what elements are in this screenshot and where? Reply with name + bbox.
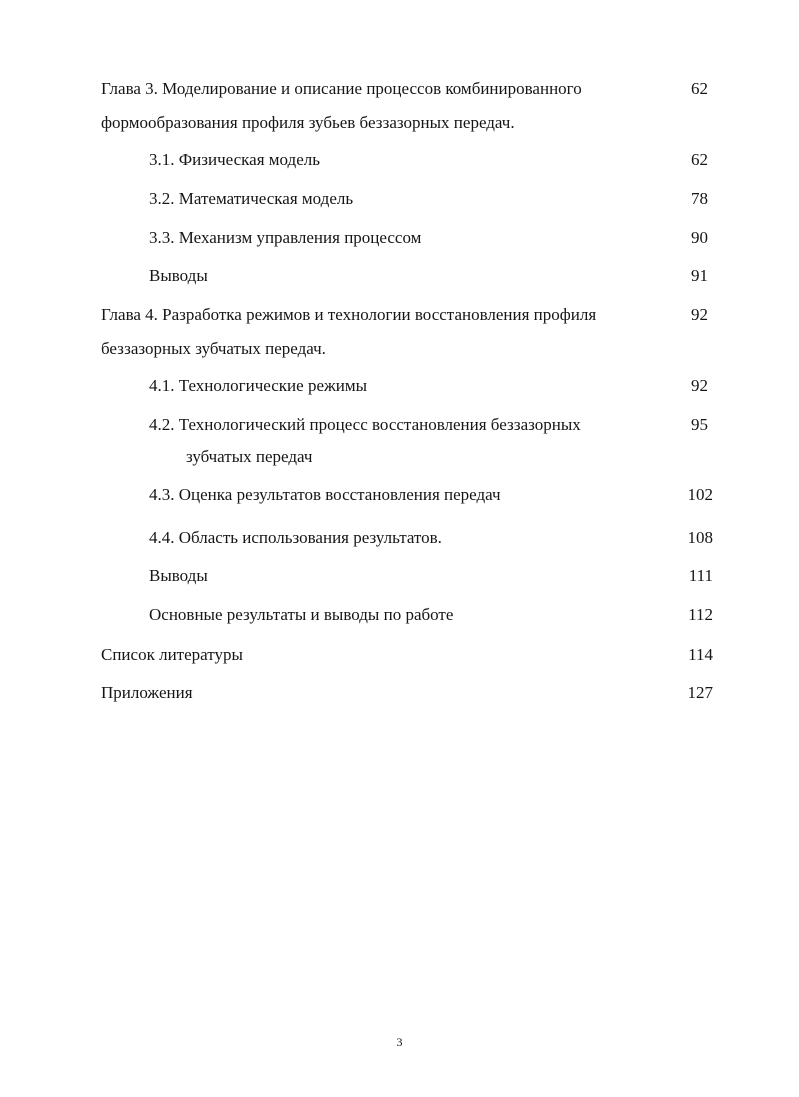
toc-item-3-conclusions: Выводы [149,266,208,285]
chapter-4-title-line-2: беззазорных зубчатых передач. [101,339,326,358]
toc-item-4-4: 4.4. Область использования результатов. [149,528,442,547]
toc-item-3-2: 3.2. Математическая модель [149,189,354,208]
toc-appendix-page: 127 [687,683,713,702]
toc-item-3-1: 3.1. Физическая модель [149,150,320,169]
toc-item-3-2-page: 78 [691,189,708,208]
toc-item-4-conclusions: Выводы [149,566,208,585]
toc-item-4-4-page: 108 [687,528,713,547]
toc-item-4-3-page: 102 [687,485,713,504]
toc-item-4-conclusions-page: 111 [688,566,713,585]
chapter-3-page: 62 [691,79,708,98]
toc-item-4-2: 4.2. Технологический процесс восстановления беззазорных [149,415,581,434]
toc-references: Список литературы [101,645,243,664]
chapter-3-title-line-2: формообразования профиля зубьев беззазорных передач. [101,113,515,132]
toc-item-4-2-page: 95 [691,415,708,434]
toc-item-main-results-page: 112 [688,605,713,624]
toc-item-3-3: 3.3. Механизм управления процессом [149,228,422,247]
chapter-3-title-line-1: Глава 3. Моделирование и описание процессов комбинированного [101,79,582,98]
page-number: 3 [396,1035,403,1049]
chapter-4-page: 92 [691,305,708,324]
toc-item-4-2-continued: зубчатых передач [186,447,313,466]
toc-item-3-1-page: 62 [691,150,708,169]
toc-references-page: 114 [688,645,713,664]
chapter-4-title-line-1: Глава 4. Разработка режимов и технологии восстановления профиля [101,305,597,324]
toc-item-4-3: 4.3. Оценка результатов восстановления передач [149,485,501,504]
toc-item-3-3-page: 90 [691,228,708,247]
toc-item-4-1: 4.1. Технологические режимы [149,376,368,395]
toc-item-3-conclusions-page: 91 [691,266,708,285]
toc-appendix: Приложения [101,683,193,702]
toc-item-4-1-page: 92 [691,376,708,395]
toc-item-main-results: Основные результаты и выводы по работе [149,605,454,624]
